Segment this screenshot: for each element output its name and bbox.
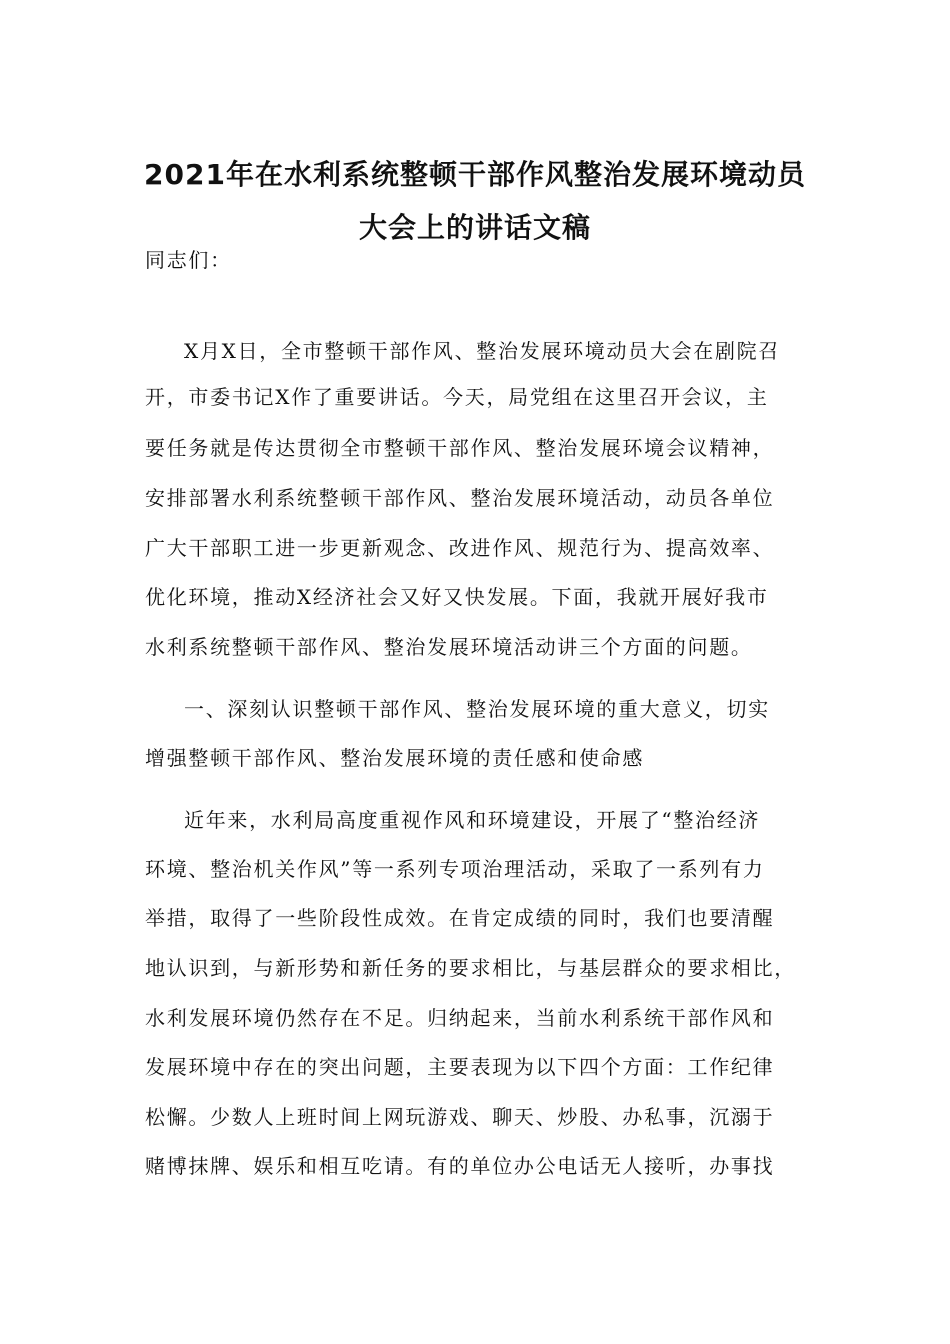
section-heading-1-line-1: 一、深刻认识整顿干部作风、整治发展环境的重大意义，切实	[184, 697, 770, 721]
paragraph-2-line-5: 水利发展环境仍然存在不足。归纳起来，当前水利系统干部作风和	[145, 1006, 775, 1030]
paragraph-1-line-7: 水利系统整顿干部作风、整治发展环境活动讲三个方面的问题。	[145, 635, 753, 659]
paragraph-1-line-4: 安排部署水利系统整顿干部作风、整治发展环境活动，动员各单位	[145, 486, 775, 510]
paragraph-1-line-2: 开，市委书记X作了重要讲话。今天，局党组在这里召开会议，主	[145, 385, 769, 409]
paragraph-2-line-7: 松懈。少数人上班时间上网玩游戏、聊天、炒股、办私事，沉溺于	[145, 1105, 775, 1129]
paragraph-2-line-1: 近年来，水利局高度重视作风和环境建设，开展了“整治经济	[184, 808, 761, 832]
paragraph-2-line-2: 环境、整治机关作风”等一系列专项治理活动，采取了一系列有力	[145, 857, 765, 881]
paragraph-1-line-1: X月X日，全市整顿干部作风、整治发展环境动员大会在剧院召	[184, 339, 781, 363]
section-heading-1-line-2: 增强整顿干部作风、整治发展环境的责任感和使命感	[145, 746, 645, 770]
document-title-line-2: 大会上的讲话文稿	[358, 211, 591, 244]
paragraph-1-line-6: 优化环境，推动X经济社会又好又快发展。下面，我就开展好我市	[145, 585, 769, 609]
paragraph-1-line-5: 广大干部职工进一步更新观念、改进作风、规范行为、提高效率、	[145, 536, 775, 560]
paragraph-2-line-3: 举措，取得了一些阶段性成效。在肯定成绩的同时，我们也要清醒	[145, 906, 775, 930]
paragraph-1-line-3: 要任务就是传达贯彻全市整顿干部作风、整治发展环境会议精神，	[145, 436, 775, 460]
paragraph-2-line-4: 地认识到，与新形势和新任务的要求相比，与基层群众的要求相比，	[145, 956, 796, 980]
salutation: 同志们：	[145, 248, 232, 272]
paragraph-2-line-6: 发展环境中存在的突出问题，主要表现为以下四个方面：工作纪律	[145, 1055, 775, 1079]
document-title-line-1: 2021年在水利系统整顿干部作风整治发展环境动员	[144, 158, 806, 191]
paragraph-2-line-8: 赌博抹牌、娱乐和相互吃请。有的单位办公电话无人接听，办事找	[145, 1154, 775, 1178]
